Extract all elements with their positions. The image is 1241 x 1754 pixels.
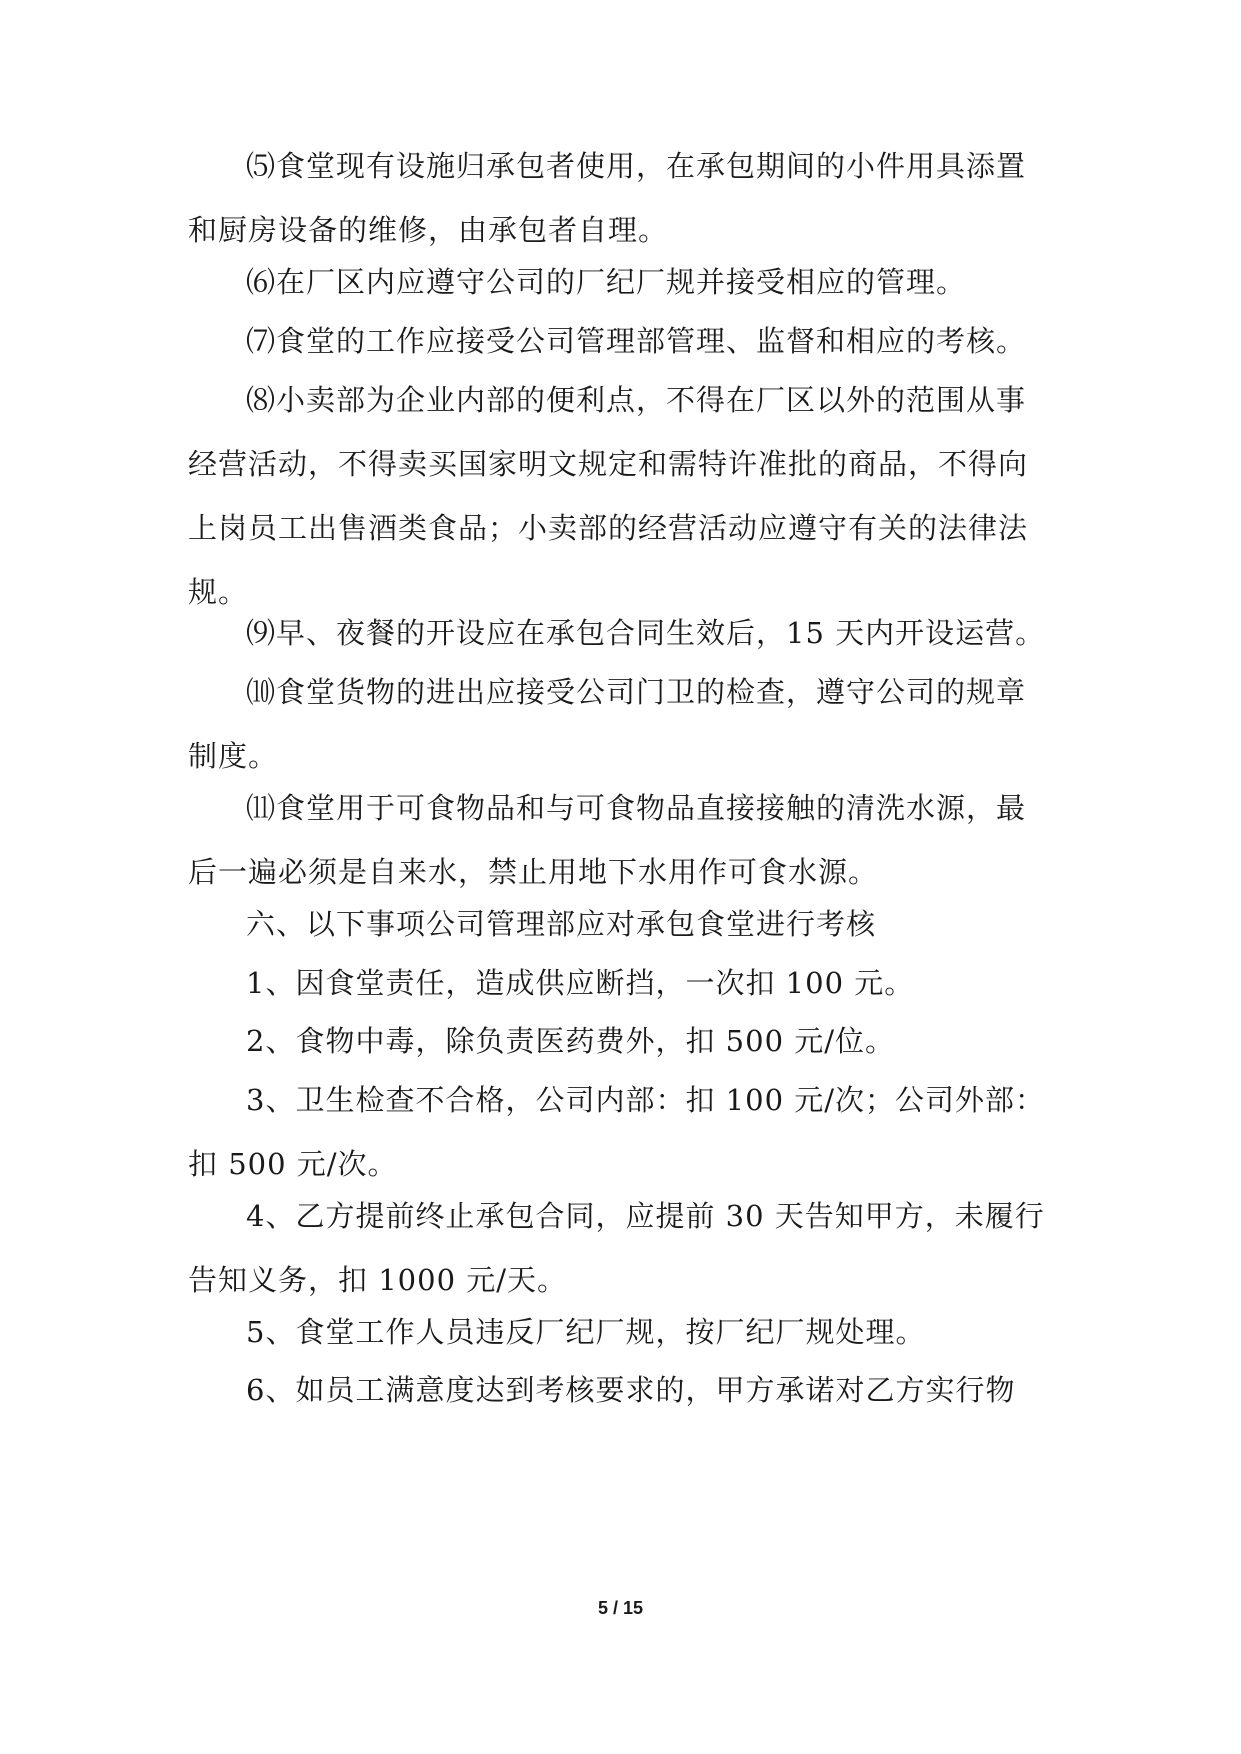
section-heading-six (188, 892, 1058, 956)
assessment-item-5 (188, 1300, 1058, 1364)
paragraph-item-11 (188, 776, 1058, 904)
text-line: 告知义务，扣 1000 元/天。 (188, 1263, 568, 1297)
text-line: ⑾食堂用于可食物品和与可食物品直接接触的清洗水源，最 (246, 791, 1027, 825)
assessment-item-6 (188, 1358, 1058, 1422)
text-line: ⑼早、夜餐的开设应在承包合同生效后，15 天内开设运营。 (246, 616, 1046, 650)
text-line: 扣 500 元/次。 (188, 1147, 398, 1181)
paragraph-item-9 (188, 601, 1058, 665)
text-line: ⑻小卖部为企业内部的便利点，不得在厂区以外的范围从事 (246, 383, 1027, 417)
text-line: 经营活动，不得卖买国家明文规定和需特许准批的商品，不得向 (188, 447, 1029, 481)
text-line: 和厨房设备的维修，由承包者自理。 (188, 213, 669, 247)
paragraph-item-10 (188, 660, 1058, 788)
text-line: 上岗员工出售酒类食品；小卖部的经营活动应遵守有关的法律法 (188, 511, 1029, 545)
text-line: 4、乙方提前终止承包合同，应提前 30 天告知甲方，未履行 (246, 1199, 1045, 1233)
text-line: 1、因食堂责任，造成供应断挡，一次扣 100 元。 (246, 966, 915, 1000)
text-line: ⑺食堂的工作应接受公司管理部管理、监督和相应的考核。 (246, 324, 1027, 358)
paragraph-item-8 (188, 368, 1058, 624)
text-line: 5、食堂工作人员违反厂纪厂规，按厂纪厂规处理。 (246, 1315, 926, 1349)
assessment-item-2 (188, 1009, 1058, 1073)
assessment-item-4 (188, 1184, 1058, 1312)
text-line: ⑽食堂货物的进出应接受公司门卫的检查，遵守公司的规章 (246, 675, 1027, 709)
text-line: 后一遍必须是自来水，禁止用地下水用作可食水源。 (188, 855, 879, 889)
paragraph-item-5 (188, 134, 1058, 262)
paragraph-item-7 (188, 309, 1058, 373)
text-line: 六、以下事项公司管理部应对承包食堂进行考核 (246, 907, 877, 941)
text-line: ⑸食堂现有设施归承包者使用，在承包期间的小件用具添置 (246, 149, 1027, 183)
text-line: ⑹在厂区内应遵守公司的厂纪厂规并接受相应的管理。 (246, 265, 967, 299)
text-line: 3、卫生检查不合格，公司内部：扣 100 元/次；公司外部： (246, 1083, 1046, 1117)
text-line: 2、食物中毒，除负责医药费外，扣 500 元/位。 (246, 1024, 896, 1058)
assessment-item-1 (188, 951, 1058, 1015)
paragraph-item-6 (188, 250, 1058, 314)
text-line: 制度。 (188, 739, 279, 773)
assessment-item-3 (188, 1068, 1058, 1196)
page-number: 5 / 15 (597, 1598, 644, 1618)
text-line: 6、如员工满意度达到考核要求的，甲方承诺对乙方实行物 (246, 1373, 1016, 1407)
text-line: 规。 (188, 575, 249, 609)
